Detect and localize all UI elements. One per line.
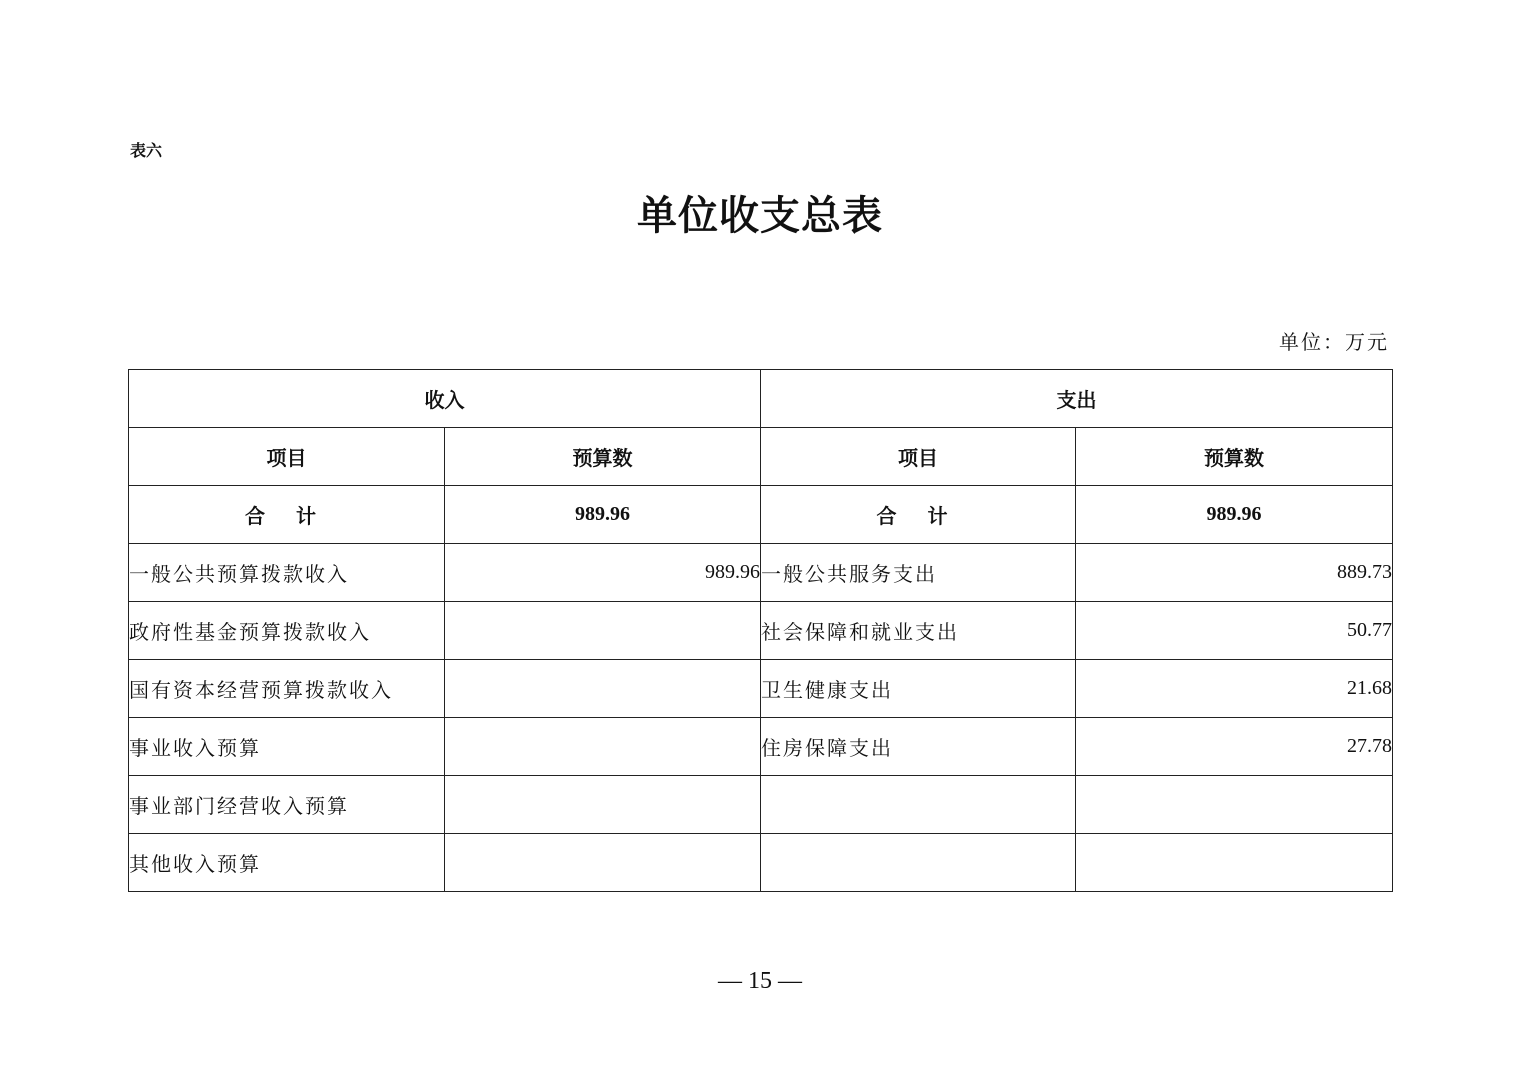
section-header-row bbox=[129, 370, 1393, 428]
income-item: 一般公共预算拨款收入 bbox=[129, 544, 445, 602]
table-row bbox=[129, 718, 1393, 776]
column-header-row bbox=[129, 428, 1393, 486]
income-value bbox=[445, 660, 761, 718]
income-value bbox=[445, 776, 761, 834]
income-total-label: 合 计 bbox=[129, 486, 445, 544]
income-budget-header: 预算数 bbox=[445, 428, 761, 486]
expense-total-value: 989.96 bbox=[1076, 486, 1393, 544]
expense-item bbox=[761, 834, 1076, 892]
table-row bbox=[129, 660, 1393, 718]
expense-value: 50.77 bbox=[1076, 602, 1393, 660]
income-value: 989.96 bbox=[445, 544, 761, 602]
expense-value: 21.68 bbox=[1076, 660, 1393, 718]
income-value bbox=[445, 718, 761, 776]
expense-budget-header: 预算数 bbox=[1076, 428, 1393, 486]
expense-value: 889.73 bbox=[1076, 544, 1393, 602]
expense-total-label: 合 计 bbox=[761, 486, 1076, 544]
table-row bbox=[129, 544, 1393, 602]
expense-item: 一般公共服务支出 bbox=[761, 544, 1076, 602]
expense-item bbox=[761, 776, 1076, 834]
table-row bbox=[129, 834, 1393, 892]
table-label: 表六 bbox=[130, 141, 163, 160]
income-item: 事业部门经营收入预算 bbox=[129, 776, 445, 834]
table-row bbox=[129, 602, 1393, 660]
income-item: 事业收入预算 bbox=[129, 718, 445, 776]
income-value bbox=[445, 834, 761, 892]
income-total-value: 989.96 bbox=[445, 486, 761, 544]
income-item: 其他收入预算 bbox=[129, 834, 445, 892]
income-item: 政府性基金预算拨款收入 bbox=[129, 602, 445, 660]
expense-value bbox=[1076, 776, 1393, 834]
income-header: 收入 bbox=[129, 370, 761, 428]
expense-item: 社会保障和就业支出 bbox=[761, 602, 1076, 660]
total-row bbox=[129, 486, 1393, 544]
expense-value bbox=[1076, 834, 1393, 892]
table-row bbox=[129, 776, 1393, 834]
expense-item: 住房保障支出 bbox=[761, 718, 1076, 776]
budget-table bbox=[128, 369, 1393, 892]
expense-item: 卫生健康支出 bbox=[761, 660, 1076, 718]
page-title: 单位收支总表 bbox=[637, 192, 883, 239]
expense-item-header: 项目 bbox=[761, 428, 1076, 486]
expense-header: 支出 bbox=[761, 370, 1393, 428]
income-item-header: 项目 bbox=[129, 428, 445, 486]
expense-value: 27.78 bbox=[1076, 718, 1393, 776]
income-value bbox=[445, 602, 761, 660]
page-number: — 15 — bbox=[718, 968, 802, 994]
income-item: 国有资本经营预算拨款收入 bbox=[129, 660, 445, 718]
unit-note: 单位：万元 bbox=[1279, 330, 1389, 354]
